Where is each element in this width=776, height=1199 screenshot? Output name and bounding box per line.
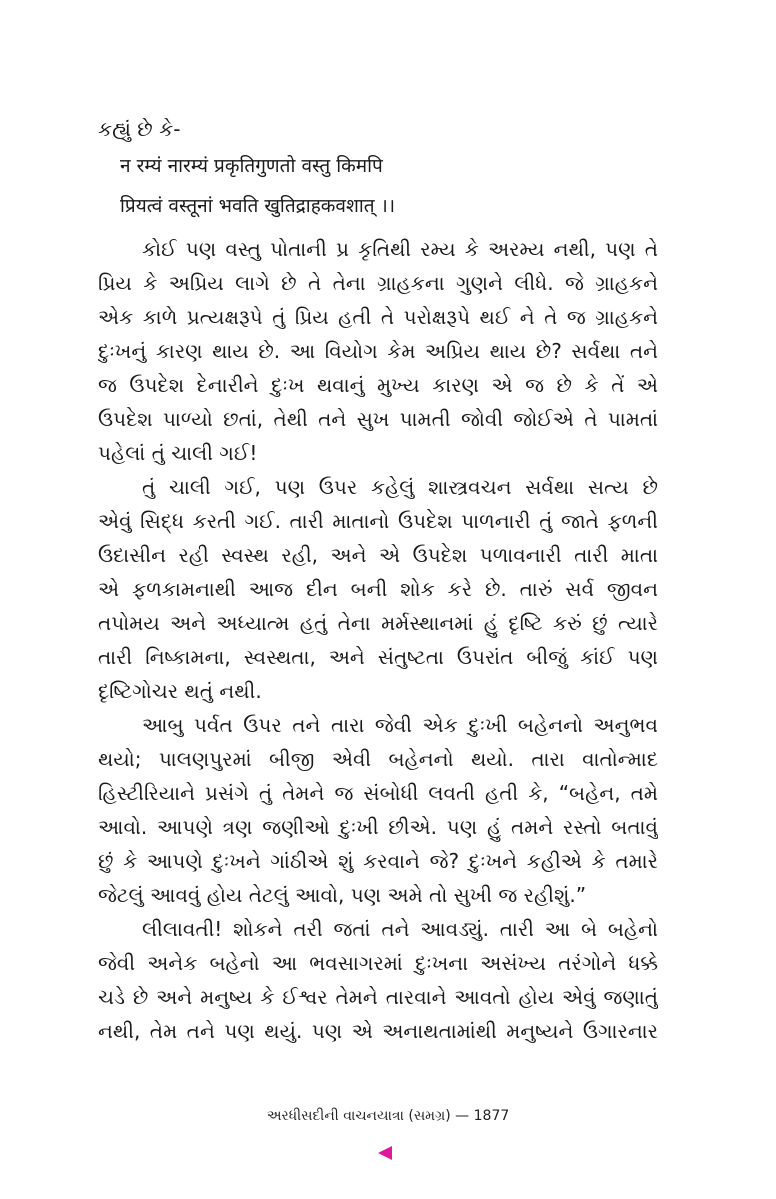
page-body (98, 112, 658, 1048)
page-marker-icon (378, 1146, 392, 1160)
text-line: એક કાળે પ્રત્યક્ષરૂપે તું પ્રિય હતી તે પરોક્ષરૂપે થઈ ને તે જ ગ્રાહકને (98, 305, 658, 329)
text-line: ચડે છે અને મનુષ્ય કે ઈશ્વર તેમને તારવાને આવતો હોય એવું જણાતું (98, 985, 658, 1009)
text-line: તું ચાલી ગઈ, પણ ઉપર કહેલું શાસ્ત્રવચન સર્વથા સત્ય છે (142, 475, 658, 499)
text-line: દૃષ્ટિગોચર થતું નથી. (98, 679, 262, 703)
text-line: આવો. આપણે ત્રણ જણીઓ દુઃખી છીએ. પણ હું તમને રસ્તો બતાવું (98, 815, 658, 839)
verse-line: न रम्यं नारम्यं प्रकृतिगुणतो वस्तु किमपि (120, 155, 383, 177)
text-line: જ ઉપદેશ દેનારીને દુઃખ થવાનું મુખ્ય કારણ એ જ છે કે તેં એ (98, 373, 658, 397)
text-line: દુઃખનું કારણ થાય છે. આ વિયોગ કેમ અપ્રિય થાય છે? સર્વથા તને (98, 339, 658, 363)
text-line: આબુ પર્વત ઉપર તને તારા જેવી એક દુઃખી બહેનનો અનુભવ (142, 713, 658, 737)
text-line: તારી નિષ્કામના, સ્વસ્થતા, અને સંતુષ્ટતા ઉપરાંત બીજું કાંઈ પણ (98, 645, 658, 669)
paragraph-2 (98, 470, 658, 708)
verse-line: प्रियत्वं वस्तूनां भवति खुतिद्राहकवशात् ।। (120, 195, 396, 217)
text-line: જેવી અનેક બહેનો આ ભવસાગરમાં દુઃખના અસંખ્ય તરંગોને ધક્કે (98, 951, 658, 975)
paragraph-1 (98, 232, 658, 470)
text-line: એ ફળકામનાથી આજ દીન બની શોક કરે છે. તારું સર્વ જીવન (98, 577, 658, 601)
text-line: પ્રિય કે અપ્રિય લાગે છે તે તેના ગ્રાહકના ગુણને લીધે. જે ગ્રાહકને (98, 271, 658, 295)
text-line: નથી, તેમ તને પણ થયું. પણ એ અનાથતામાંથી મનુષ્યને ઉગારનાર (98, 1019, 658, 1043)
paragraph-3 (98, 708, 658, 912)
text-line: પહેલાં તું ચાલી ગઈ! (98, 441, 258, 465)
text-line: તપોમય અને અધ્યાત્મ હતું તેના મર્મસ્થાનમાં હું દૃષ્ટિ કરું છું ત્યારે (98, 611, 658, 635)
text-line: એવું સિદ્ધ કરતી ગઈ. તારી માતાનો ઉપદેશ પાળનારી તું જાતે ફળની (98, 509, 658, 533)
text-line: જેટલું આવવું હોય તેટલું આવો, પણ અમે તો સુખી જ રહીશું.” (98, 883, 587, 907)
sanskrit-verse (98, 146, 658, 226)
text-line: લીલાવતી! શોકને તરી જતાં તને આવડ્યું. તારી આ બે બહેનો (142, 917, 658, 941)
text-line: કોઈ પણ વસ્તુ પોતાની પ્ર કૃતિથી રમ્ય કે અરમ્ય નથી, પણ તે (142, 237, 658, 261)
paragraph-4 (98, 912, 658, 1048)
text-line: હિસ્ટીરિયાને પ્રસંગે તું તેમને જ સંબોધી લવતી હતી કે, “બહેન, તમે (98, 781, 658, 805)
text-line: છું કે આપણે દુઃખને ગાંઠીએ શું કરવાને જે? દુઃખને કહીએ કે તમારે (98, 849, 658, 873)
text-line: ઉદાસીન રહી સ્વસ્થ રહી, અને એ ઉપદેશ પળાવનારી તારી માતા (98, 543, 658, 567)
page-footer: અરધીસદીની વાચનયાત્રા (સમગ્ર) — 1877 (266, 1108, 510, 1124)
text-line: થયો; પાલણપુરમાં બીજી એવી બહેનનો થયો. તારા વાતોન્માદ (98, 747, 658, 771)
intro-line: કહ્યું છે કે- (98, 117, 181, 141)
text-line: ઉપદેશ પાળ્યો છતાં, તેથી તને સુખ પામતી જોવી જોઈએ તે પામતાં (98, 407, 658, 431)
